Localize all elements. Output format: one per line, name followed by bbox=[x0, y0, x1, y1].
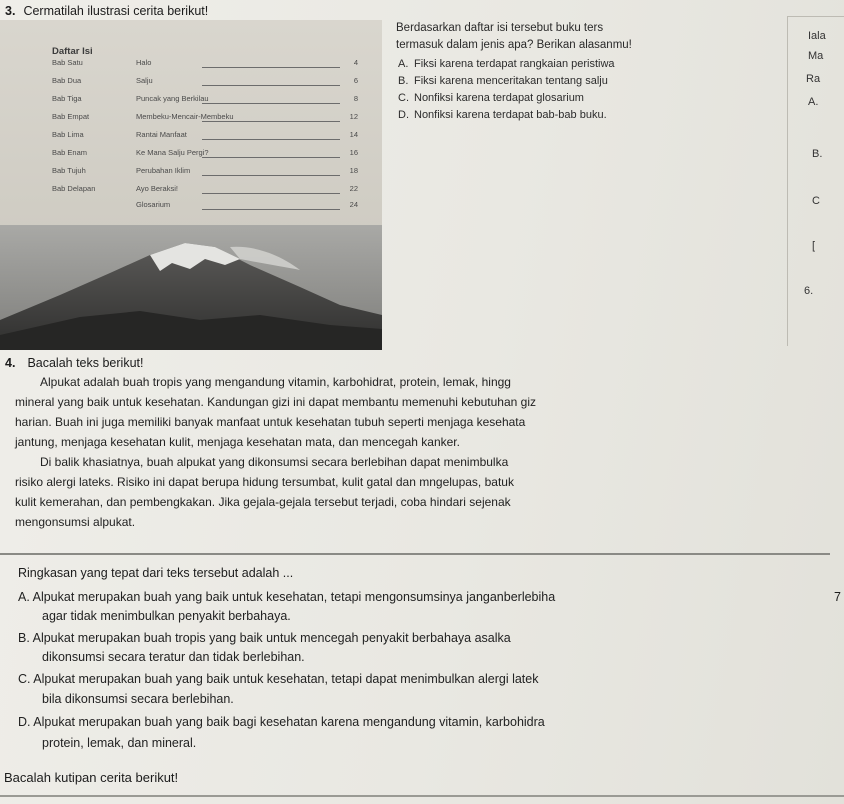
answer-a[interactable]: A. Alpukat merupakan buah yang baik untuk kesehatan, tetapi mengonsumsinya janganberlebiha bbox=[18, 590, 556, 604]
toc-row: Bab Enam Ke Mana Salju Pergi? 16 bbox=[52, 148, 358, 157]
answer-d[interactable]: D. Alpukat merupakan buah yang baik bagi kesehatan karena mengandung vitamin, karbohidra bbox=[18, 715, 545, 729]
passage-line: risiko alergi lateks. Risiko ini dapat berupa hidung tersumbat, kulit gatal dan mngelupas, batuk bbox=[15, 475, 514, 489]
option-c[interactable]: C. Nonfiksi karena terdapat glosarium bbox=[398, 92, 584, 104]
toc-row: Bab Lima Rantai Manfaat 14 bbox=[52, 130, 358, 139]
right-column-text: [ bbox=[812, 240, 816, 252]
toc-row: Bab Delapan Ayo Beraksi! 22 bbox=[52, 184, 358, 193]
passage-line: harian. Buah ini juga memiliki banyak manfaat untuk kesehatan tubuh seperti menjaga kesehata bbox=[15, 415, 526, 429]
right-column-text: C bbox=[812, 195, 820, 207]
answer-a-continued: agar tidak menimbulkan penyakit berbahaya. bbox=[42, 609, 291, 623]
answer-c-continued: bila dikonsumsi secara berlebihan. bbox=[42, 692, 234, 706]
passage-line: kulit kemerahan, dan pembengkakan. Jika gejala-gejala tersebut terjadi, coba hindari sejenak bbox=[15, 495, 511, 509]
answer-c[interactable]: C. Alpukat merupakan buah yang baik untuk kesehatan, tetapi dapat menimbulkan alergi latek bbox=[18, 672, 539, 686]
right-column-text: Iala bbox=[808, 30, 826, 42]
next-question-prompt: Bacalah kutipan cerita berikut! bbox=[4, 770, 179, 785]
passage-line: Di balik khasiatnya, buah alpukat yang dikonsumsi secara berlebihan dapat menimbulka bbox=[40, 455, 509, 469]
toc-row: Bab Dua Salju 6 bbox=[52, 76, 358, 85]
toc-row: Bab Tiga Puncak yang Berkilau 8 bbox=[52, 94, 358, 103]
answer-b[interactable]: B. Alpukat merupakan buah tropis yang baik untuk mencegah penyakit berbahaya asalka bbox=[18, 631, 511, 645]
toc-heading: Daftar Isi bbox=[52, 46, 93, 57]
toc-row: Bab Empat Membeku-Mencair-Membeku 12 bbox=[52, 112, 358, 121]
column-divider bbox=[787, 16, 788, 346]
answer-d-continued: protein, lemak, dan mineral. bbox=[42, 736, 197, 750]
question-3-prompt: Berdasarkan daftar isi tersebut buku ters termasuk dalam jenis apa? Berikan alasanmu! bbox=[396, 22, 632, 51]
option-b[interactable]: B. Fiksi karena menceritakan tentang salju bbox=[398, 75, 608, 87]
question-4-title: 4. Bacalah teks berikut! bbox=[5, 356, 144, 370]
option-a[interactable]: A. Fiksi karena terdapat rangkaian peristiwa bbox=[398, 58, 615, 70]
passage-divider bbox=[0, 553, 830, 555]
right-column-text: Ra bbox=[806, 73, 821, 85]
passage-line: Alpukat adalah buah tropis yang mengandung vitamin, karbohidrat, protein, lemak, hingg bbox=[40, 375, 511, 389]
snowy-mountain-photo bbox=[0, 225, 382, 350]
right-column-text: 6. bbox=[804, 285, 814, 297]
margin-mark: 7 bbox=[834, 590, 841, 604]
bottom-divider bbox=[0, 795, 844, 797]
question-4-prompt: Ringkasan yang tepat dari teks tersebut adalah ... bbox=[18, 566, 294, 580]
passage-line: mengonsumsi alpukat. bbox=[15, 515, 136, 529]
option-d[interactable]: D. Nonfiksi karena terdapat bab-bab buku. bbox=[398, 109, 607, 121]
passage-line: mineral yang baik untuk kesehatan. Kandungan gizi ini dapat membantu memenuhi kebutuhan giz bbox=[15, 395, 537, 409]
passage-line: jantung, menjaga kesehatan kulit, menjaga kesehatan mata, dan mencegah kanker. bbox=[15, 435, 460, 449]
answer-b-continued: dikonsumsi secara teratur dan tidak berlebihan. bbox=[42, 650, 305, 664]
toc-row: Bab Satu Halo 4 bbox=[52, 58, 358, 67]
toc-row: Glosarium 24 bbox=[136, 200, 358, 209]
booklet-illustration bbox=[0, 20, 382, 350]
right-column-text: B. bbox=[812, 148, 823, 160]
question-3-title: 3. Cermatilah ilustrasi cerita berikut! bbox=[5, 4, 209, 18]
toc-row: Bab Tujuh Perubahan Iklim 18 bbox=[52, 166, 358, 175]
column-border bbox=[787, 16, 844, 17]
right-column-text: A. bbox=[808, 96, 819, 108]
right-column-text: Ma bbox=[808, 50, 824, 62]
